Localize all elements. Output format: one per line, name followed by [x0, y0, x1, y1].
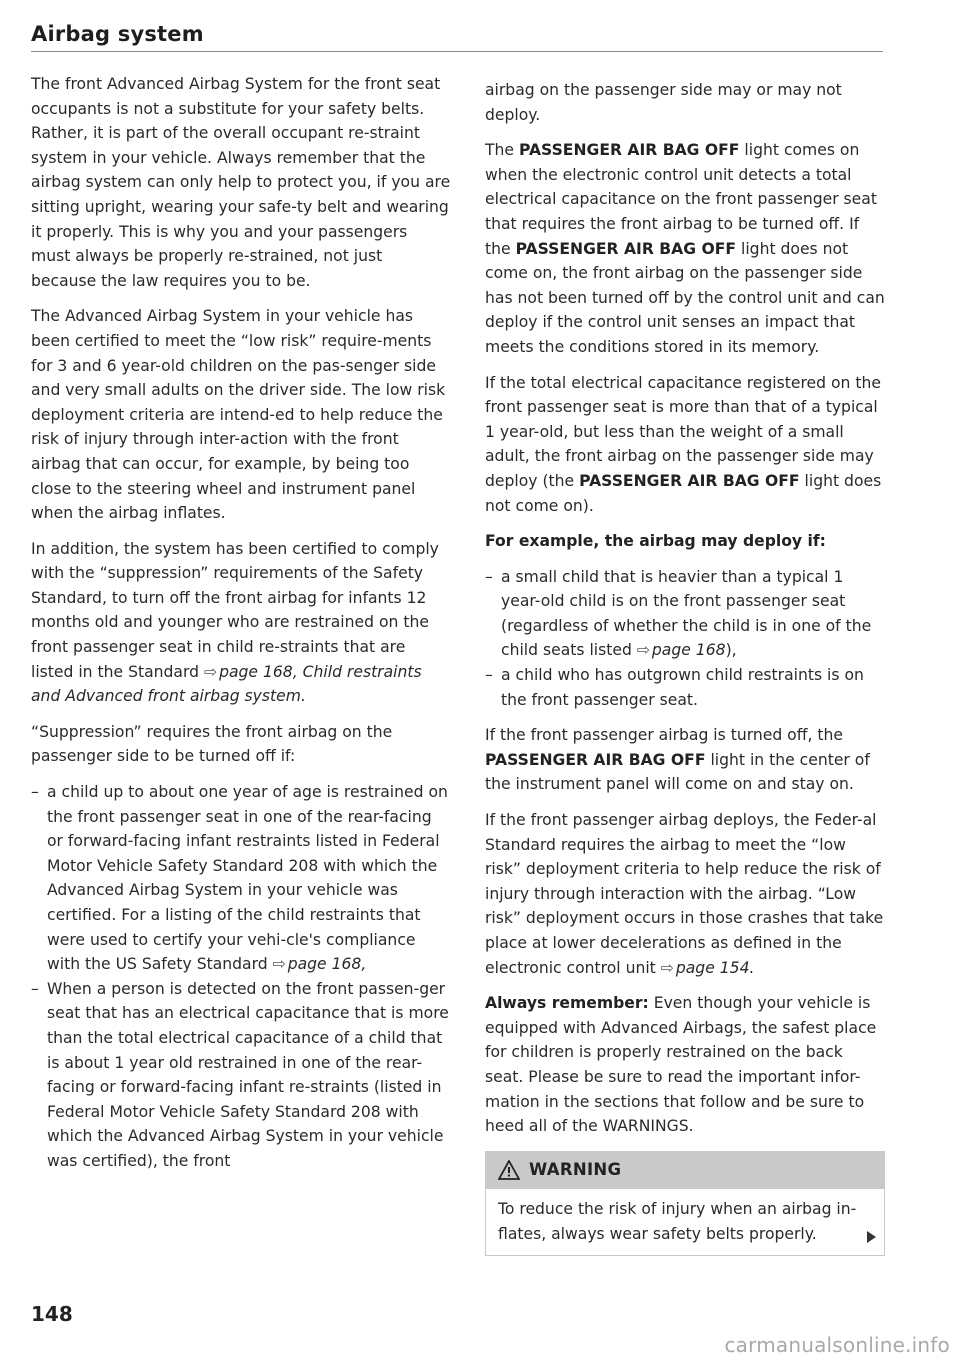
- paragraph-text: If the front passenger airbag deploys, the Feder-al Standard requires the airbag to meet the “low risk” deployment criteria to help reduce the risk of injury through interaction with the airbag. “Low risk” deployment occurs in those crashes that take place at lower decelerations as defined in the electronic control unit: [485, 811, 884, 977]
- continue-arrow-icon: [867, 1231, 876, 1243]
- paragraph: [485, 991, 885, 1139]
- left-column: [31, 72, 451, 1185]
- paragraph: [485, 723, 885, 797]
- list-item: [31, 977, 451, 1174]
- page-reference-link[interactable]: page 154: [675, 958, 750, 977]
- paragraph: airbag on the passenger side may or may not deploy.: [485, 81, 842, 124]
- list-item-text: a small child that is heavier than a typical 1 year-old child is on the front passenger seat (regardless of whether the child is in one of the child seats listed: [501, 567, 872, 660]
- deploy-examples-list: [485, 565, 885, 713]
- warning-header: [486, 1151, 884, 1190]
- warning-body: To reduce the risk of injury when an airbag in-flates, always wear safety belts properly.: [486, 1189, 884, 1254]
- watermark: carmanualsonline.info: [724, 1333, 950, 1357]
- list-item: [31, 780, 451, 977]
- emphasis-label: Always remember:: [485, 994, 649, 1013]
- list-dash: –: [485, 666, 493, 685]
- list-item-text: a child who has outgrown child restraints is on the front passenger seat.: [501, 666, 864, 709]
- list-item: [485, 565, 885, 663]
- punctuation: ),: [725, 641, 737, 660]
- indicator-name: PASSENGER AIR BAG OFF: [485, 750, 706, 769]
- warning-box: [485, 1151, 885, 1256]
- punctuation: .: [300, 687, 306, 706]
- paragraph-text: If the front passenger airbag is turned off, the: [485, 726, 843, 745]
- header-divider: [31, 51, 883, 52]
- list-item: [485, 663, 885, 712]
- paragraph: [485, 138, 885, 359]
- list-dash: –: [31, 783, 39, 802]
- page-reference-arrow-icon: ⇨: [660, 958, 674, 977]
- list-dash: –: [485, 567, 493, 586]
- indicator-name: PASSENGER AIR BAG OFF: [515, 239, 737, 258]
- list-dash: –: [31, 979, 39, 998]
- subheading: For example, the airbag may deploy if:: [485, 532, 826, 551]
- page-reference-link[interactable]: page 168: [651, 641, 726, 660]
- paragraph-text: light does not come on).: [485, 471, 882, 515]
- warning-triangle-icon: [498, 1160, 520, 1180]
- paragraph: The Advanced Airbag System in your vehicle has been certified to meet the “low risk” require-ments for 3 and 6 year-old children on the pas-senger side and very small adults on the driver side. The low risk deployment criteria are intend-ed to help reduce the risk of injury through inter-action with the front airbag that can occur, for example, by being too close to the steering wheel and instrument panel when the airbag inflates.: [31, 307, 446, 523]
- paragraph: [31, 537, 451, 709]
- page-reference-arrow-icon: ⇨: [636, 641, 650, 660]
- page-header-title: Airbag system: [31, 22, 204, 46]
- paragraph-text: Even though your vehicle is equipped with Advanced Airbags, the safest place for children is properly restrained on the back seat. Please be sure to read the important infor-mation in the sections that follow and be sure to heed all of the WARNINGS.: [485, 994, 877, 1136]
- page-number: 148: [31, 1302, 73, 1326]
- paragraph: [485, 808, 885, 980]
- paragraph: “Suppression” requires the front airbag on the passenger side to be turned off if:: [31, 722, 393, 766]
- paragraph: The front Advanced Airbag System for the front seat occupants is not a substitute for your safety belts. Rather, it is part of the overall occupant re-straint system in your vehicle. Always remember that the airbag system can only help to protect you, if you are sitting upright, wearing your safe-ty belt and wearing it properly. This is why you and your passengers must always be properly re-strained, not just because the law requires you to be.: [31, 75, 451, 290]
- paragraph-text: If the total electrical capacitance registered on the front passenger seat is more than that of a typical 1 year-old, but less than the weight of a small adult, the front airbag on the passenger side may deploy (the: [485, 373, 881, 490]
- list-item-text: When a person is detected on the front passen-ger seat that has an electrical capacitance that is more than the total electrical capacitance of a child that is about 1 year old restrained in one of the rear-facing or forward-facing infant re-straints (listed in Federal Motor Vehicle Safety Standard 208 with which the Advanced Airbag System in your vehicle was certified), the front: [47, 979, 449, 1170]
- page-reference-arrow-icon: ⇨: [203, 662, 218, 681]
- list-item-text: a child up to about one year of age is restrained on the front passenger seat in one of the rear-facing or forward-facing infant restraints listed in Federal Motor Vehicle Safety Standard 208 with which the Advanced Airbag System in your vehicle was certified. For a listing of the child restraints that were used to certify your vehi-cle's compliance with the US Safety Standard: [47, 783, 448, 974]
- paragraph: [485, 371, 885, 519]
- paragraph-text: In addition, the system has been certified to comply with the “suppression” requirements of the Safety Standard, to turn off the front airbag for infants 12 months old and younger who are restrained on the front passenger seat in child re-straints that are listed in the Standard: [31, 539, 439, 681]
- suppression-list: [31, 780, 451, 1174]
- paragraph-text: light in the center of the instrument panel will come on and stay on.: [485, 750, 870, 794]
- paragraph-text: light comes on when the electronic control unit detects a total electrical capacitance on the front passenger seat that requires the front airbag to be turned off. If the: [485, 141, 877, 258]
- page-reference-link[interactable]: page 168, Child restraints and Advanced front airbag system: [31, 662, 422, 706]
- right-column: [485, 78, 885, 1256]
- page-reference-arrow-icon: ⇨: [272, 955, 286, 974]
- punctuation: .: [749, 958, 755, 977]
- warning-title: WARNING: [529, 1159, 622, 1179]
- punctuation: ,: [361, 955, 367, 974]
- page-reference-link[interactable]: page 168: [287, 955, 362, 974]
- indicator-name: PASSENGER AIR BAG OFF: [579, 471, 800, 490]
- paragraph-text: The: [485, 141, 515, 160]
- paragraph-text: light does not come on, the front airbag on the passenger side has not been turned off by the control unit and can deploy if the control unit senses an impact that meets the conditions stored in its memory.: [485, 239, 885, 356]
- indicator-name: PASSENGER AIR BAG OFF: [518, 141, 740, 160]
